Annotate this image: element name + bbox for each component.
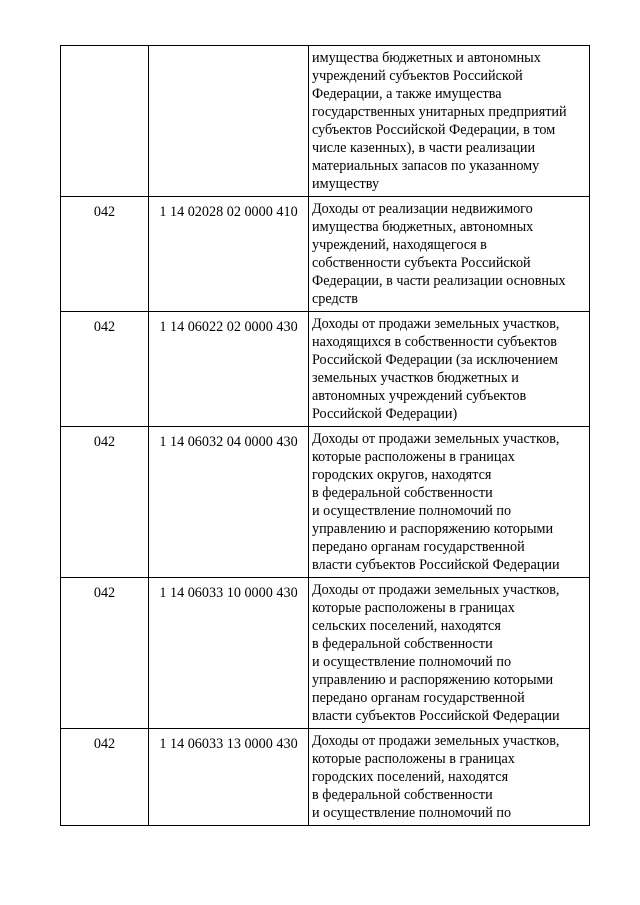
table-row — [61, 197, 590, 312]
revenue-name-line: Доходы от продажи земельных участков, — [312, 582, 560, 598]
revenue-name-line: сельских поселений, находятся — [312, 618, 501, 634]
revenue-codes-table — [60, 45, 590, 826]
revenue-name-line: Доходы от реализации недвижимого — [312, 201, 533, 217]
revenue-name-line: имущества бюджетных, автономных — [312, 219, 534, 235]
revenue-name-line: которые расположены в границах — [312, 600, 515, 616]
revenue-name-line: Российской Федерации) — [312, 406, 458, 422]
budget-code-cell: 1 14 06033 13 0000 430 — [149, 729, 309, 826]
budget-code-cell: 1 14 06033 10 0000 430 — [149, 578, 309, 729]
revenue-name-line: материальных запасов по указанному — [312, 158, 540, 174]
table-row — [61, 312, 590, 427]
revenue-name-line: в федеральной собственности — [312, 787, 493, 803]
revenue-name-cell — [309, 46, 590, 197]
revenue-name-line: власти субъектов Российской Федерации — [312, 557, 560, 573]
revenue-name-line: учреждений субъектов Российской — [312, 68, 523, 84]
revenue-name-line: имуществу — [312, 176, 380, 192]
revenue-name-cell — [309, 197, 590, 312]
table-row — [61, 427, 590, 578]
revenue-name-line: Доходы от продажи земельных участков, — [312, 431, 560, 447]
revenue-name-line: имущества бюджетных и автономных — [312, 50, 541, 66]
revenue-name-cell — [309, 578, 590, 729]
budget-code-cell — [149, 46, 309, 197]
revenue-name-line: власти субъектов Российской Федерации — [312, 708, 560, 724]
revenue-name-line: Федерации, а также имущества — [312, 86, 502, 102]
revenue-name-line: Российской Федерации (за исключением — [312, 352, 559, 368]
revenue-name-line: городских округов, находятся — [312, 467, 492, 483]
revenue-name-line: автономных учреждений субъектов — [312, 388, 527, 404]
admin-code-cell — [61, 46, 149, 197]
admin-code-cell: 042 — [61, 729, 149, 826]
revenue-name-line: учреждений, находящегося в — [312, 237, 487, 253]
admin-code-cell: 042 — [61, 427, 149, 578]
revenue-name-line: передано органам государственной — [312, 690, 525, 706]
revenue-name-line: и осуществление полномочий по — [312, 654, 512, 670]
admin-code-cell: 042 — [61, 197, 149, 312]
revenue-name-line: находящихся в собственности субъектов — [312, 334, 558, 350]
revenue-name-line: передано органам государственной — [312, 539, 525, 555]
revenue-name-line: в федеральной собственности — [312, 636, 493, 652]
revenue-name-line: управлению и распоряжению которыми — [312, 521, 554, 537]
revenue-name-line: которые расположены в границах — [312, 751, 515, 767]
revenue-name-line: Доходы от продажи земельных участков, — [312, 316, 560, 332]
revenue-name-line: Доходы от продажи земельных участков, — [312, 733, 560, 749]
table-body — [61, 46, 590, 826]
revenue-name-cell — [309, 729, 590, 826]
budget-code-cell: 1 14 06032 04 0000 430 — [149, 427, 309, 578]
budget-code-cell: 1 14 02028 02 0000 410 — [149, 197, 309, 312]
revenue-name-line: которые расположены в границах — [312, 449, 515, 465]
admin-code-cell: 042 — [61, 312, 149, 427]
budget-code-cell: 1 14 06022 02 0000 430 — [149, 312, 309, 427]
revenue-name-line: и осуществление полномочий по — [312, 805, 512, 821]
revenue-name-cell — [309, 427, 590, 578]
revenue-name-line: в федеральной собственности — [312, 485, 493, 501]
revenue-name-line: средств — [312, 291, 358, 307]
revenue-name-line: и осуществление полномочий по — [312, 503, 512, 519]
revenue-name-line: управлению и распоряжению которыми — [312, 672, 554, 688]
revenue-name-line: субъектов Российской Федерации, в том — [312, 122, 556, 138]
revenue-name-line: государственных унитарных предприятий — [312, 104, 567, 120]
revenue-name-line: земельных участков бюджетных и — [312, 370, 519, 386]
table-row — [61, 46, 590, 197]
revenue-name-line: собственности субъекта Российской — [312, 255, 531, 271]
table-row — [61, 578, 590, 729]
revenue-name-line: Федерации, в части реализации основных — [312, 273, 566, 289]
revenue-name-line: числе казенных), в части реализации — [312, 140, 536, 156]
revenue-name-cell — [309, 312, 590, 427]
revenue-name-line: городских поселений, находятся — [312, 769, 509, 785]
table-row — [61, 729, 590, 826]
admin-code-cell: 042 — [61, 578, 149, 729]
